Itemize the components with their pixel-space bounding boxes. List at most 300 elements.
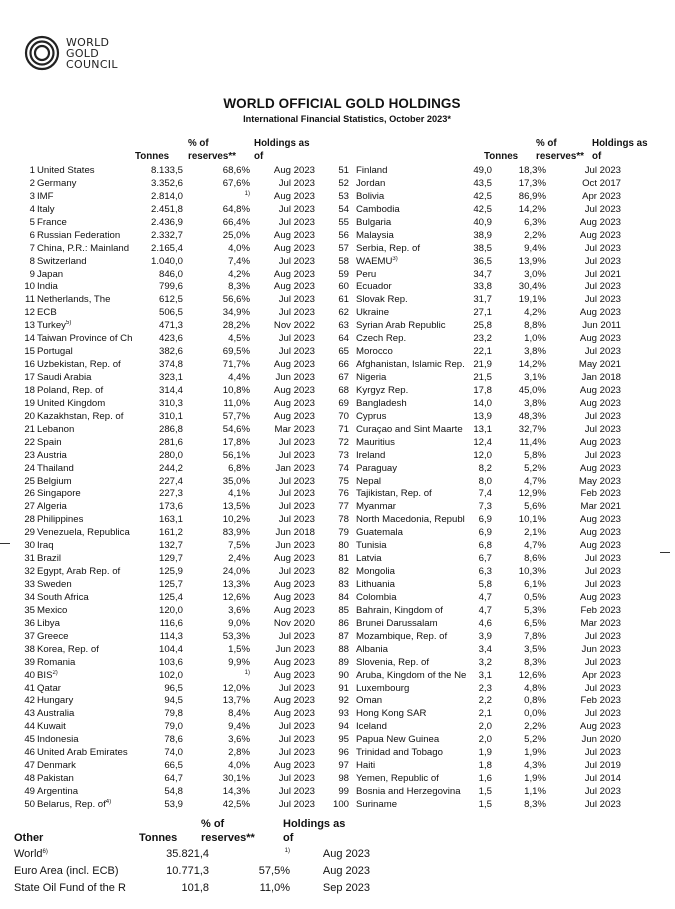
country-name-cell: [356, 294, 468, 307]
rank-cell: 47: [24, 760, 35, 772]
tonnes-cell: 96,5: [164, 682, 183, 694]
rank-cell: 92: [338, 695, 349, 707]
tonnes-cell: 6,3: [478, 566, 492, 578]
tonnes-cell: 1,9: [478, 747, 492, 759]
other-header-date-line1: Holdings as: [283, 818, 346, 830]
rank-cell: 58: [338, 255, 349, 267]
holdings-date-cell: Apr 2023: [582, 190, 621, 202]
pct-reserves-cell: 30,1%: [222, 773, 250, 785]
country-name: Cambodia: [356, 203, 400, 215]
country-name-cell: [37, 618, 137, 631]
pct-reserves-cell: 2,1%: [524, 527, 546, 539]
country-name: Kuwait: [37, 721, 66, 733]
country-name: Turkey: [37, 320, 66, 332]
page-edge-mark: [0, 543, 10, 544]
pct-reserves-cell: 9,9%: [228, 656, 250, 668]
tonnes-cell: 21,5: [473, 372, 492, 383]
pct-reserves-cell: 66,4%: [222, 216, 250, 228]
country-name: Greece: [37, 630, 69, 642]
country-name: Qatar: [37, 682, 61, 694]
holdings-date-cell: Oct 2017: [582, 177, 621, 189]
country-name-cell: [356, 605, 468, 618]
country-name: Brazil: [37, 553, 61, 565]
holdings-date-cell: Jul 2023: [584, 656, 621, 668]
country-name: Australia: [37, 708, 75, 720]
country-name-cell: [356, 734, 468, 747]
entity-name: State Oil Fund of the R: [14, 882, 126, 894]
holdings-date-cell: Aug 2023: [579, 462, 621, 474]
tonnes-cell: 286,8: [158, 423, 183, 435]
pct-reserves-cell: 32,7%: [518, 423, 546, 435]
country-name: Bulgaria: [356, 216, 392, 228]
country-name: Venezuela, Republica: [37, 527, 130, 539]
country-name: Tajikistan, Rep. of: [356, 488, 432, 500]
header-pct-line1: % of: [188, 138, 209, 149]
other-header-date-line2: of: [283, 832, 294, 844]
pct-footnote-marker: 1): [244, 190, 250, 197]
country-name-cell: [356, 773, 468, 786]
holdings-date-cell: Jul 2023: [278, 786, 315, 797]
header-tonnes: Tonnes: [135, 151, 170, 162]
country-name: Lebanon: [37, 423, 75, 435]
country-name-cell: [356, 385, 468, 398]
country-name-cell: [37, 786, 137, 799]
country-name-cell: [37, 747, 137, 760]
tonnes-cell: 280,0: [158, 449, 183, 461]
rank-cell: 84: [338, 591, 349, 603]
header-tonnes-right: Tonnes: [484, 151, 519, 162]
holdings-date-cell: Aug 2023: [273, 242, 315, 254]
holdings-date-cell: Jun 2023: [275, 372, 315, 383]
pct-reserves-cell: 13,3%: [222, 579, 250, 590]
pct-reserves-cell: 54,6%: [222, 423, 250, 435]
pct-reserves-cell: 8,6%: [524, 553, 546, 565]
country-name-cell: [37, 294, 137, 307]
header-pct-line1-right: % of: [536, 138, 557, 149]
tonnes-cell: 799,6: [158, 281, 183, 293]
country-name: Mauritius: [356, 436, 395, 448]
rank-cell: 21: [24, 423, 35, 435]
tonnes-cell: 3,4: [478, 643, 492, 655]
holdings-date-cell: Aug 2023: [579, 436, 621, 448]
tonnes-cell: 1.040,0: [150, 255, 183, 267]
country-name-cell: [37, 540, 137, 553]
pct-reserves-cell: 14,2%: [518, 359, 546, 371]
tonnes-cell: 42,5: [473, 190, 492, 202]
tonnes-cell: 31,7: [473, 294, 492, 306]
country-name-cell: [37, 476, 137, 489]
country-name-cell: [37, 256, 137, 269]
pct-reserves-cell: 10,8%: [222, 384, 250, 396]
holdings-date-cell: Jul 2023: [278, 773, 315, 785]
country-name-cell: [356, 514, 468, 527]
holdings-date-cell: Mar 2023: [274, 423, 315, 435]
holdings-date-cell: Aug 2023: [273, 760, 315, 772]
tonnes-cell: 79,0: [164, 721, 183, 733]
country-name-cell: [356, 799, 468, 812]
rank-cell: 42: [24, 695, 35, 707]
footnote-marker: 3): [392, 255, 398, 262]
holdings-date-cell: Jul 2023: [584, 682, 621, 694]
tonnes-cell: 163,1: [158, 514, 183, 526]
tonnes-cell: 104,4: [158, 643, 183, 655]
country-name-cell: [356, 747, 468, 760]
tonnes-cell: 78,6: [164, 734, 183, 746]
entity-name-cell: [14, 846, 136, 863]
country-name-cell: [356, 424, 468, 437]
rank-cell: 55: [338, 216, 349, 228]
rank-cell: 78: [338, 514, 349, 526]
rank-cell: 31: [24, 553, 35, 565]
tonnes-cell: 374,8: [158, 359, 183, 371]
rank-cell: 48: [24, 773, 35, 785]
tonnes-cell: 423,6: [158, 333, 183, 345]
country-name-cell: [37, 385, 137, 398]
country-name: Curaçao and Sint Maarte: [356, 423, 463, 435]
rank-cell: 87: [338, 630, 349, 642]
pct-reserves-cell: 13,9%: [518, 255, 546, 267]
country-name: Poland, Rep. of: [37, 384, 104, 396]
pct-reserves-cell: 53,3%: [222, 630, 250, 642]
pct-reserves-cell: 4,1%: [228, 488, 250, 500]
pct-reserves-cell: 19,1%: [518, 294, 546, 306]
country-name: Aruba, Kingdom of the Ne: [356, 669, 467, 681]
country-name-cell: [356, 359, 468, 372]
rank-cell: 35: [24, 604, 35, 616]
tonnes-cell: 38,9: [473, 229, 492, 241]
tonnes-cell: 101,8: [181, 882, 209, 894]
rank-cell: 95: [338, 734, 349, 746]
country-name-cell: [356, 566, 468, 579]
country-name: Sweden: [37, 579, 72, 590]
rank-cell: 75: [338, 475, 349, 487]
holdings-date-cell: Jul 2023: [278, 346, 315, 358]
holdings-date-cell: Jul 2023: [584, 165, 621, 176]
country-name-cell: [356, 463, 468, 476]
country-name-cell: [356, 670, 468, 683]
holdings-date-cell: Jul 2023: [278, 514, 315, 526]
tonnes-cell: 2,0: [478, 734, 492, 746]
pct-reserves-cell: 10,3%: [518, 566, 546, 578]
holdings-date-cell: May 2023: [578, 475, 621, 487]
country-name-cell: [356, 230, 468, 243]
country-name-cell: [356, 178, 468, 191]
country-name: Philippines: [37, 514, 84, 526]
country-name: United States: [37, 165, 95, 176]
country-name-cell: [356, 644, 468, 657]
pct-reserves-cell: 30,4%: [518, 281, 546, 293]
country-name-cell: [37, 204, 137, 217]
tonnes-cell: 12,4: [473, 436, 492, 448]
pct-reserves-cell: 1,0%: [524, 333, 546, 345]
pct-reserves-cell: 6,1%: [524, 579, 546, 590]
holdings-date-cell: Feb 2023: [580, 695, 621, 707]
country-name-cell: [37, 760, 137, 773]
country-name: Nigeria: [356, 372, 387, 383]
country-name: Papua New Guinea: [356, 734, 440, 746]
pct-reserves-cell: 3,5%: [524, 643, 546, 655]
rank-cell: 46: [24, 747, 35, 759]
tonnes-cell: 125,9: [158, 566, 183, 578]
holdings-date-cell: Aug 2023: [273, 553, 315, 565]
tonnes-cell: 7,3: [478, 501, 492, 513]
country-name: Russian Federation: [37, 229, 121, 241]
rank-cell: 19: [24, 397, 35, 409]
pct-reserves-cell: 14,2%: [518, 203, 546, 215]
holdings-date-cell: May 2021: [578, 359, 621, 371]
holdings-date-cell: Jul 2023: [278, 721, 315, 733]
holdings-date-cell: Jul 2023: [584, 798, 621, 810]
rank-cell: 94: [338, 721, 349, 733]
country-name-cell: [37, 773, 137, 786]
rank-cell: 2: [29, 177, 35, 189]
holdings-date-cell: Jul 2023: [584, 786, 621, 797]
rank-cell: 77: [338, 501, 349, 513]
holdings-date-cell: Aug 2023: [322, 848, 370, 860]
holdings-date-cell: Jul 2014: [584, 773, 621, 785]
tonnes-cell: 471,3: [158, 320, 183, 332]
tonnes-cell: 54,8: [164, 786, 183, 797]
country-name: Nepal: [356, 475, 382, 487]
holdings-date-cell: Jul 2023: [584, 255, 621, 267]
country-name: Japan: [37, 268, 64, 280]
pct-reserves-cell: 10,1%: [518, 514, 546, 526]
country-name-cell: [37, 488, 137, 501]
country-name-cell: [356, 760, 468, 773]
pct-reserves-cell: 71,7%: [222, 359, 250, 371]
other-header-pct-line1: % of: [201, 818, 225, 830]
tonnes-cell: 6,9: [478, 514, 492, 526]
holdings-date-cell: Jan 2023: [275, 462, 315, 474]
pct-reserves-cell: 34,9%: [222, 307, 250, 319]
pct-reserves-cell: 24,0%: [222, 566, 250, 578]
country-name: Italy: [37, 203, 55, 215]
country-name-cell: [356, 657, 468, 670]
country-name-cell: [37, 605, 137, 618]
holdings-date-cell: Jul 2023: [278, 307, 315, 319]
pct-reserves-cell: 0,8%: [524, 695, 546, 707]
page-edge-mark: [660, 552, 670, 553]
country-name-cell: [356, 333, 468, 346]
country-name-cell: [37, 463, 137, 476]
pct-reserves-cell: 9,4%: [524, 242, 546, 254]
rank-cell: 54: [338, 203, 349, 215]
tonnes-cell: 34,7: [473, 268, 492, 280]
tonnes-cell: 22,1: [473, 346, 492, 358]
country-name: Spain: [37, 436, 62, 448]
rank-cell: 65: [338, 346, 349, 358]
country-name-cell: [356, 243, 468, 256]
country-name: Paraguay: [356, 462, 398, 474]
country-name: India: [37, 281, 58, 293]
tonnes-cell: 6,9: [478, 527, 492, 539]
other-header-pct-line2: reserves**: [201, 832, 255, 844]
tonnes-cell: 1,5: [478, 786, 492, 797]
logo-line: COUNCIL: [66, 57, 118, 71]
rank-cell: 3: [29, 190, 35, 202]
tonnes-cell: 281,6: [158, 436, 183, 448]
tonnes-cell: 8,2: [478, 462, 492, 474]
holdings-date-cell: Aug 2023: [273, 359, 315, 371]
rank-cell: 99: [338, 786, 349, 797]
holdings-date-cell: Jul 2023: [278, 630, 315, 642]
rank-cell: 62: [338, 307, 349, 319]
holdings-date-cell: Jul 2023: [584, 747, 621, 759]
holdings-date-cell: Aug 2023: [273, 410, 315, 422]
pct-reserves-cell: 2,4%: [228, 553, 250, 565]
rank-cell: 85: [338, 604, 349, 616]
pct-reserves-cell: 4,8%: [524, 682, 546, 694]
country-name-cell: [37, 230, 137, 243]
holdings-date-cell: Jan 2018: [581, 372, 621, 383]
rank-cell: 72: [338, 436, 349, 448]
pct-reserves-cell: 8,3%: [524, 656, 546, 668]
pct-reserves-cell: 8,8%: [524, 320, 546, 332]
holdings-date-cell: Jul 2023: [584, 203, 621, 215]
rank-cell: 25: [24, 475, 35, 487]
holdings-date-cell: Aug 2023: [273, 229, 315, 241]
holdings-date-cell: Nov 2020: [273, 617, 315, 629]
rank-cell: 23: [24, 449, 35, 461]
holdings-date-cell: Jul 2023: [278, 734, 315, 746]
tonnes-cell: 227,4: [158, 475, 183, 487]
country-name: Pakistan: [37, 773, 74, 785]
country-name-cell: [356, 579, 468, 592]
pct-reserves-cell: 8,3%: [228, 281, 250, 293]
other-section-label: Other: [14, 832, 44, 844]
rank-cell: 91: [338, 682, 349, 694]
holdings-date-cell: Jun 2011: [582, 320, 621, 332]
rank-cell: 82: [338, 566, 349, 578]
tonnes-cell: 21,9: [473, 359, 492, 371]
country-name-cell: [37, 527, 137, 540]
pct-reserves-cell: 11,0%: [223, 397, 250, 409]
holdings-date-cell: Jul 2023: [278, 682, 315, 694]
country-name: Taiwan Province of Ch: [37, 333, 133, 345]
country-name: Slovak Rep.: [356, 294, 408, 306]
tonnes-cell: 8.133,5: [150, 165, 183, 176]
rank-cell: 89: [338, 656, 349, 668]
rank-cell: 27: [24, 501, 35, 513]
rank-cell: 57: [338, 242, 349, 254]
rank-cell: 33: [24, 579, 35, 590]
pct-reserves-cell: 18,3%: [518, 165, 546, 176]
pct-reserves-cell: 11,0%: [259, 882, 290, 894]
holdings-date-cell: Jul 2023: [278, 798, 315, 810]
pct-reserves-cell: 1,9%: [524, 747, 546, 759]
pct-reserves-cell: 5,6%: [524, 501, 546, 513]
country-name: Portugal: [37, 346, 73, 358]
rank-cell: 69: [338, 397, 349, 409]
tonnes-cell: 323,1: [158, 372, 183, 383]
holdings-date-cell: Aug 2023: [579, 397, 621, 409]
country-name: Bangladesh: [356, 397, 407, 409]
entity-name: Euro Area (incl. ECB): [14, 865, 119, 877]
country-name: Indonesia: [37, 734, 79, 746]
country-name: Kyrgyz Rep.: [356, 384, 409, 396]
tonnes-cell: 4,7: [478, 604, 492, 616]
country-name-cell: [356, 281, 468, 294]
pct-reserves-cell: 4,7%: [524, 475, 546, 487]
country-name: Hungary: [37, 695, 74, 707]
country-name: Libya: [37, 617, 60, 629]
holdings-date-cell: Aug 2023: [579, 333, 621, 345]
holdings-date-cell: Aug 2023: [273, 579, 315, 590]
rank-cell: 53: [338, 190, 349, 202]
country-name: IMF: [37, 190, 54, 202]
country-name-cell: [356, 191, 468, 204]
holdings-date-cell: Jul 2023: [584, 281, 621, 293]
pct-reserves-cell: 28,2%: [222, 320, 250, 332]
tonnes-cell: 2,3: [478, 682, 492, 694]
country-name-cell: [356, 540, 468, 553]
rank-cell: 68: [338, 384, 349, 396]
tonnes-cell: 27,1: [473, 307, 492, 319]
other-header-tonnes: Tonnes: [139, 832, 178, 844]
country-name: Denmark: [37, 760, 76, 772]
rank-cell: 73: [338, 449, 349, 461]
pct-reserves-cell: 9,4%: [228, 721, 250, 733]
holdings-date-cell: Jul 2023: [278, 501, 315, 513]
pct-reserves-cell: 2,8%: [228, 747, 250, 759]
pct-reserves-cell: 3,6%: [228, 734, 250, 746]
country-name: Belgium: [37, 475, 72, 487]
country-name: Yemen, Republic of: [356, 773, 439, 785]
rank-cell: 12: [24, 307, 35, 319]
tonnes-cell: 3,1: [478, 669, 492, 681]
holdings-date-cell: Aug 2023: [322, 865, 370, 877]
country-name: Hong Kong SAR: [356, 708, 427, 720]
holdings-date-cell: Aug 2023: [579, 307, 621, 319]
holdings-date-cell: Aug 2023: [273, 397, 315, 409]
tonnes-cell: 132,7: [158, 540, 183, 552]
rank-cell: 14: [24, 333, 35, 345]
pct-reserves-cell: 1,9%: [524, 773, 546, 785]
holdings-date-cell: Jun 2023: [275, 643, 315, 655]
pct-reserves-cell: 3,1%: [524, 372, 546, 383]
country-name: Belarus, Rep. of: [37, 798, 106, 810]
tonnes-cell: 6,7: [478, 553, 492, 565]
country-name: Saudi Arabia: [37, 372, 92, 383]
tonnes-cell: 314,4: [158, 384, 183, 396]
country-name: Brunei Darussalam: [356, 617, 438, 629]
country-name: Germany: [37, 177, 77, 189]
tonnes-cell: 129,7: [158, 553, 183, 565]
tonnes-cell: 2.332,7: [150, 229, 183, 241]
holdings-date-cell: Feb 2023: [580, 488, 621, 500]
header-date-line2: of: [254, 151, 264, 162]
holdings-date-cell: Jul 2023: [584, 346, 621, 358]
rank-cell: 79: [338, 527, 349, 539]
tonnes-cell: 49,0: [473, 165, 492, 176]
rank-cell: 38: [24, 643, 35, 655]
footnote-marker: 5): [65, 320, 72, 327]
pct-reserves-cell: 4,7%: [524, 540, 546, 552]
country-name: Luxembourg: [356, 682, 410, 694]
pct-reserves-cell: 7,4%: [228, 255, 250, 267]
country-name: Ecuador: [356, 281, 392, 293]
pct-reserves-cell: 12,9%: [518, 488, 546, 500]
tonnes-cell: 506,5: [158, 307, 183, 319]
pct-reserves-cell: 2,2%: [524, 721, 546, 733]
country-name-cell: [356, 450, 468, 463]
pct-reserves-cell: 56,6%: [222, 294, 250, 306]
holdings-date-cell: Jul 2023: [584, 579, 621, 590]
rank-cell: 36: [24, 617, 35, 629]
country-name-cell: [356, 437, 468, 450]
holdings-date-cell: Jul 2023: [278, 177, 315, 189]
holdings-date-cell: Aug 2023: [273, 190, 315, 202]
